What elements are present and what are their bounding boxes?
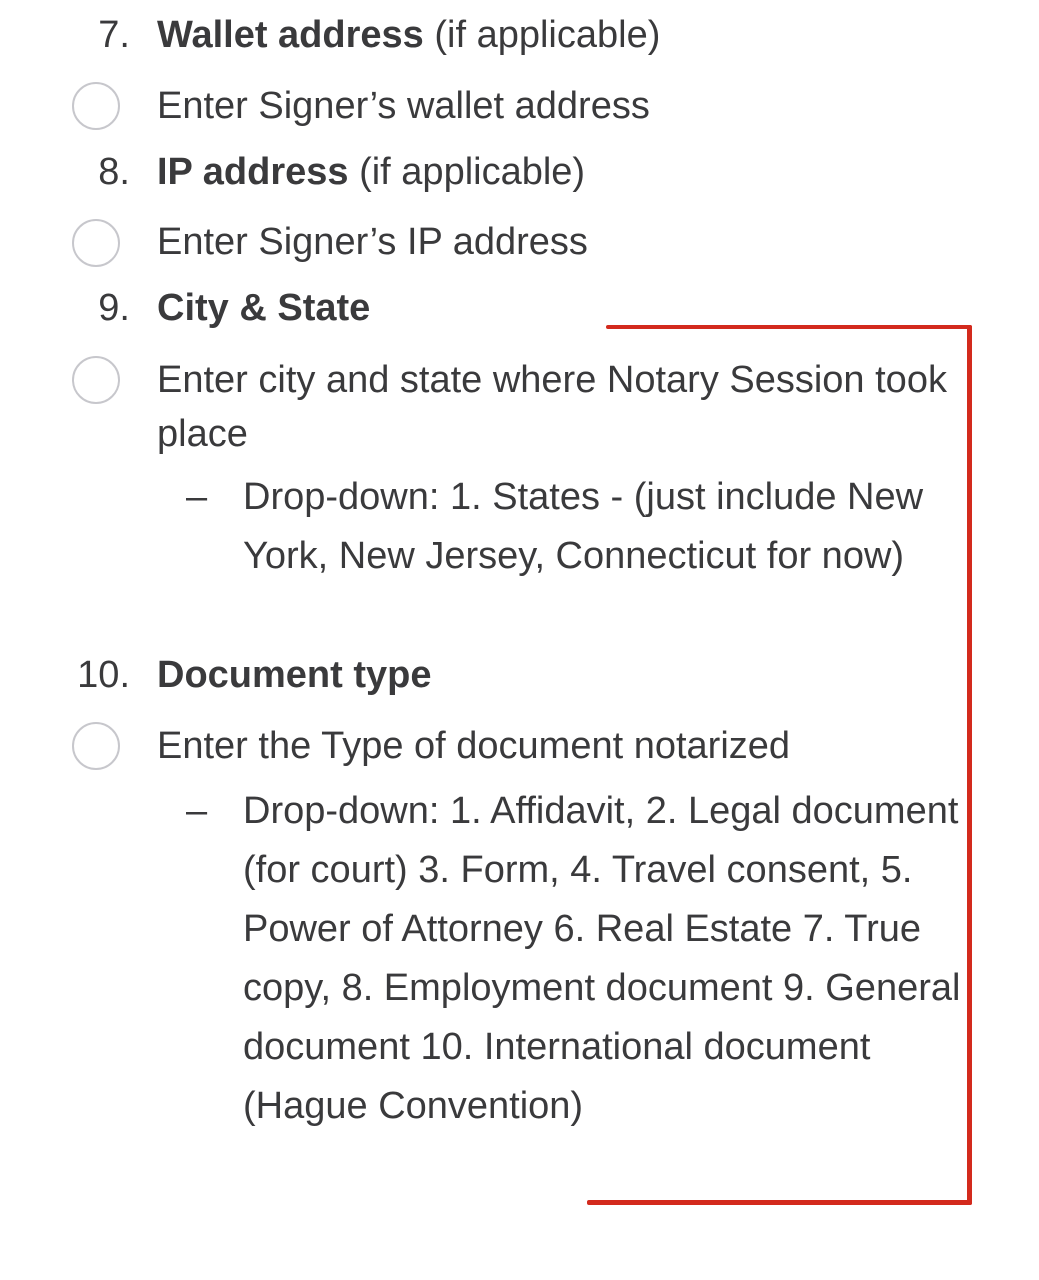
task-text-document-type: Enter the Type of document notarized xyxy=(157,725,791,767)
task-text-wallet-address: Enter Signer’s wallet address xyxy=(157,85,650,127)
heading-title: City & State xyxy=(157,287,371,329)
heading-suffix: (if applicable) xyxy=(423,14,661,56)
section-heading-ip-address xyxy=(157,142,585,202)
section-heading-wallet-address xyxy=(157,5,660,65)
task-text-city-state: Enter city and state where Notary Session took place xyxy=(157,359,947,455)
sub-text-document-types-dropdown: Drop-down: 1. Affidavit, 2. Legal document (for court) 3. Form, 4. Travel consent, 5. Power of Attorney 6. Real Estate 7. True copy, 8. Employment document 9. General document 10. International document (Hague Convention) xyxy=(243,790,961,1127)
task-checkbox-document-type[interactable] xyxy=(72,722,120,770)
task-checkbox-wallet-address[interactable] xyxy=(72,82,120,130)
sub-bullet-dash: – xyxy=(186,476,208,518)
task-text-ip-address: Enter Signer’s IP address xyxy=(157,221,588,263)
annotation-bracket-bottom xyxy=(587,1200,972,1205)
task-checkbox-ip-address[interactable] xyxy=(72,219,120,267)
annotation-bracket-right xyxy=(967,325,972,1205)
sub-bullet-dash: – xyxy=(186,790,208,832)
annotation-bracket-top xyxy=(606,325,972,329)
item-number-9: 9. xyxy=(98,287,130,329)
heading-suffix: (if applicable) xyxy=(348,151,586,193)
sub-text-states-dropdown: Drop-down: 1. States - (just include New York, New Jersey, Connecticut for now) xyxy=(243,476,924,577)
section-heading-document-type xyxy=(157,645,431,705)
heading-title: Document type xyxy=(157,654,432,696)
task-checkbox-city-state[interactable] xyxy=(72,356,120,404)
item-number-8: 8. xyxy=(98,151,130,193)
item-number-10: 10. xyxy=(77,654,130,696)
section-heading-city-state xyxy=(157,278,370,338)
heading-title: IP address xyxy=(157,151,349,193)
heading-title: Wallet address xyxy=(157,14,424,56)
item-number-7: 7. xyxy=(98,14,130,56)
